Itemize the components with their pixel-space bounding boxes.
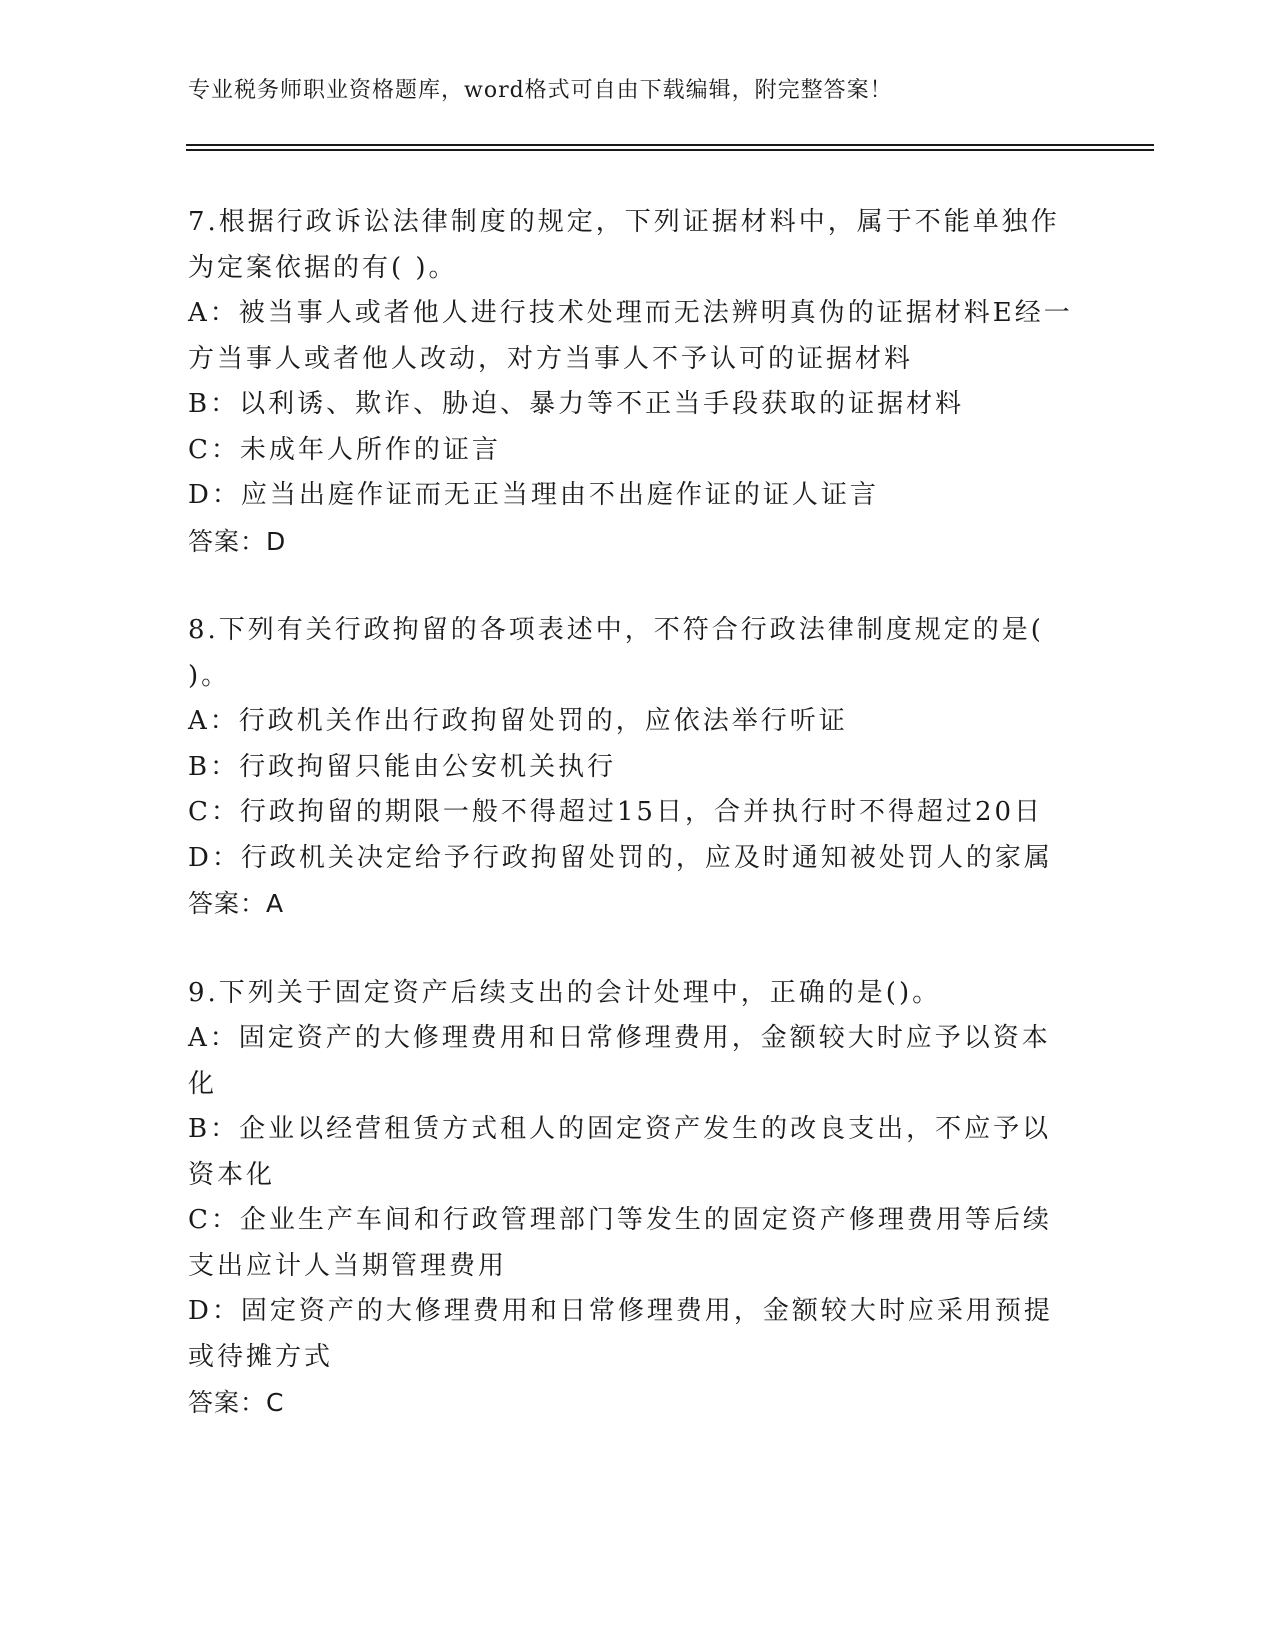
page-header-text: 专业税务师职业资格题库，word格式可自由下载编辑，附完整答案！: [188, 78, 893, 103]
question-list: [188, 200, 1078, 1470]
header-divider-top: [186, 144, 1154, 146]
option-b: B：企业以经营租赁方式租人的固定资产发生的改良支出，不应予以资本化: [188, 1114, 1052, 1190]
option-c: C：未成年人所作的证言: [188, 434, 501, 465]
option-a: A：行政机关作出行政拘留处罚的，应依法举行听证: [188, 706, 848, 736]
question-7: [188, 200, 1078, 564]
question-stem: 9.下列关于固定资产后续支出的会计处理中，正确的是()。: [188, 977, 942, 1008]
option-d: D：应当出庭作证而无正当理由不出庭作证的证人证言: [188, 480, 879, 510]
option-d: D：固定资产的大修理费用和日常修理费用，金额较大时应采用预提或待摊方式: [188, 1296, 1053, 1372]
question-8: [188, 608, 1078, 927]
question-stem: 7.根据行政诉讼法律制度的规定，下列证据材料中，属于不能单独作为定案依据的有( )。: [188, 207, 1060, 283]
header-divider-bottom: [186, 149, 1154, 151]
option-b: B：以利诱、欺诈、胁迫、暴力等不正当手段获取的证据材料: [188, 389, 965, 419]
option-c: C：行政拘留的期限一般不得超过15日，合并执行时不得超过20日: [188, 797, 1044, 827]
option-a: A：被当事人或者他人进行技术处理而无法辨明真伪的证据材料E经一方当事人或者他人改动，对方当事人不予认可的证据材料: [188, 298, 1073, 374]
answer-label: 答案：D: [188, 526, 287, 556]
option-d: D：行政机关决定给予行政拘留处罚的，应及时通知被处罚人的家属: [188, 842, 1053, 873]
question-9: [188, 971, 1078, 1426]
question-stem: 8.下列有关行政拘留的各项表述中，不符合行政法律制度规定的是( )。: [188, 615, 1044, 691]
option-c: C：企业生产车间和行政管理部门等发生的固定资产修理费用等后续支出应计人当期管理费用: [188, 1205, 1052, 1281]
answer-label: 答案：C: [188, 1388, 285, 1417]
answer-label: 答案：A: [188, 889, 285, 918]
option-a: A：固定资产的大修理费用和日常修理费用，金额较大时应予以资本化: [188, 1023, 1051, 1099]
option-b: B：行政拘留只能由公安机关执行: [188, 751, 617, 782]
